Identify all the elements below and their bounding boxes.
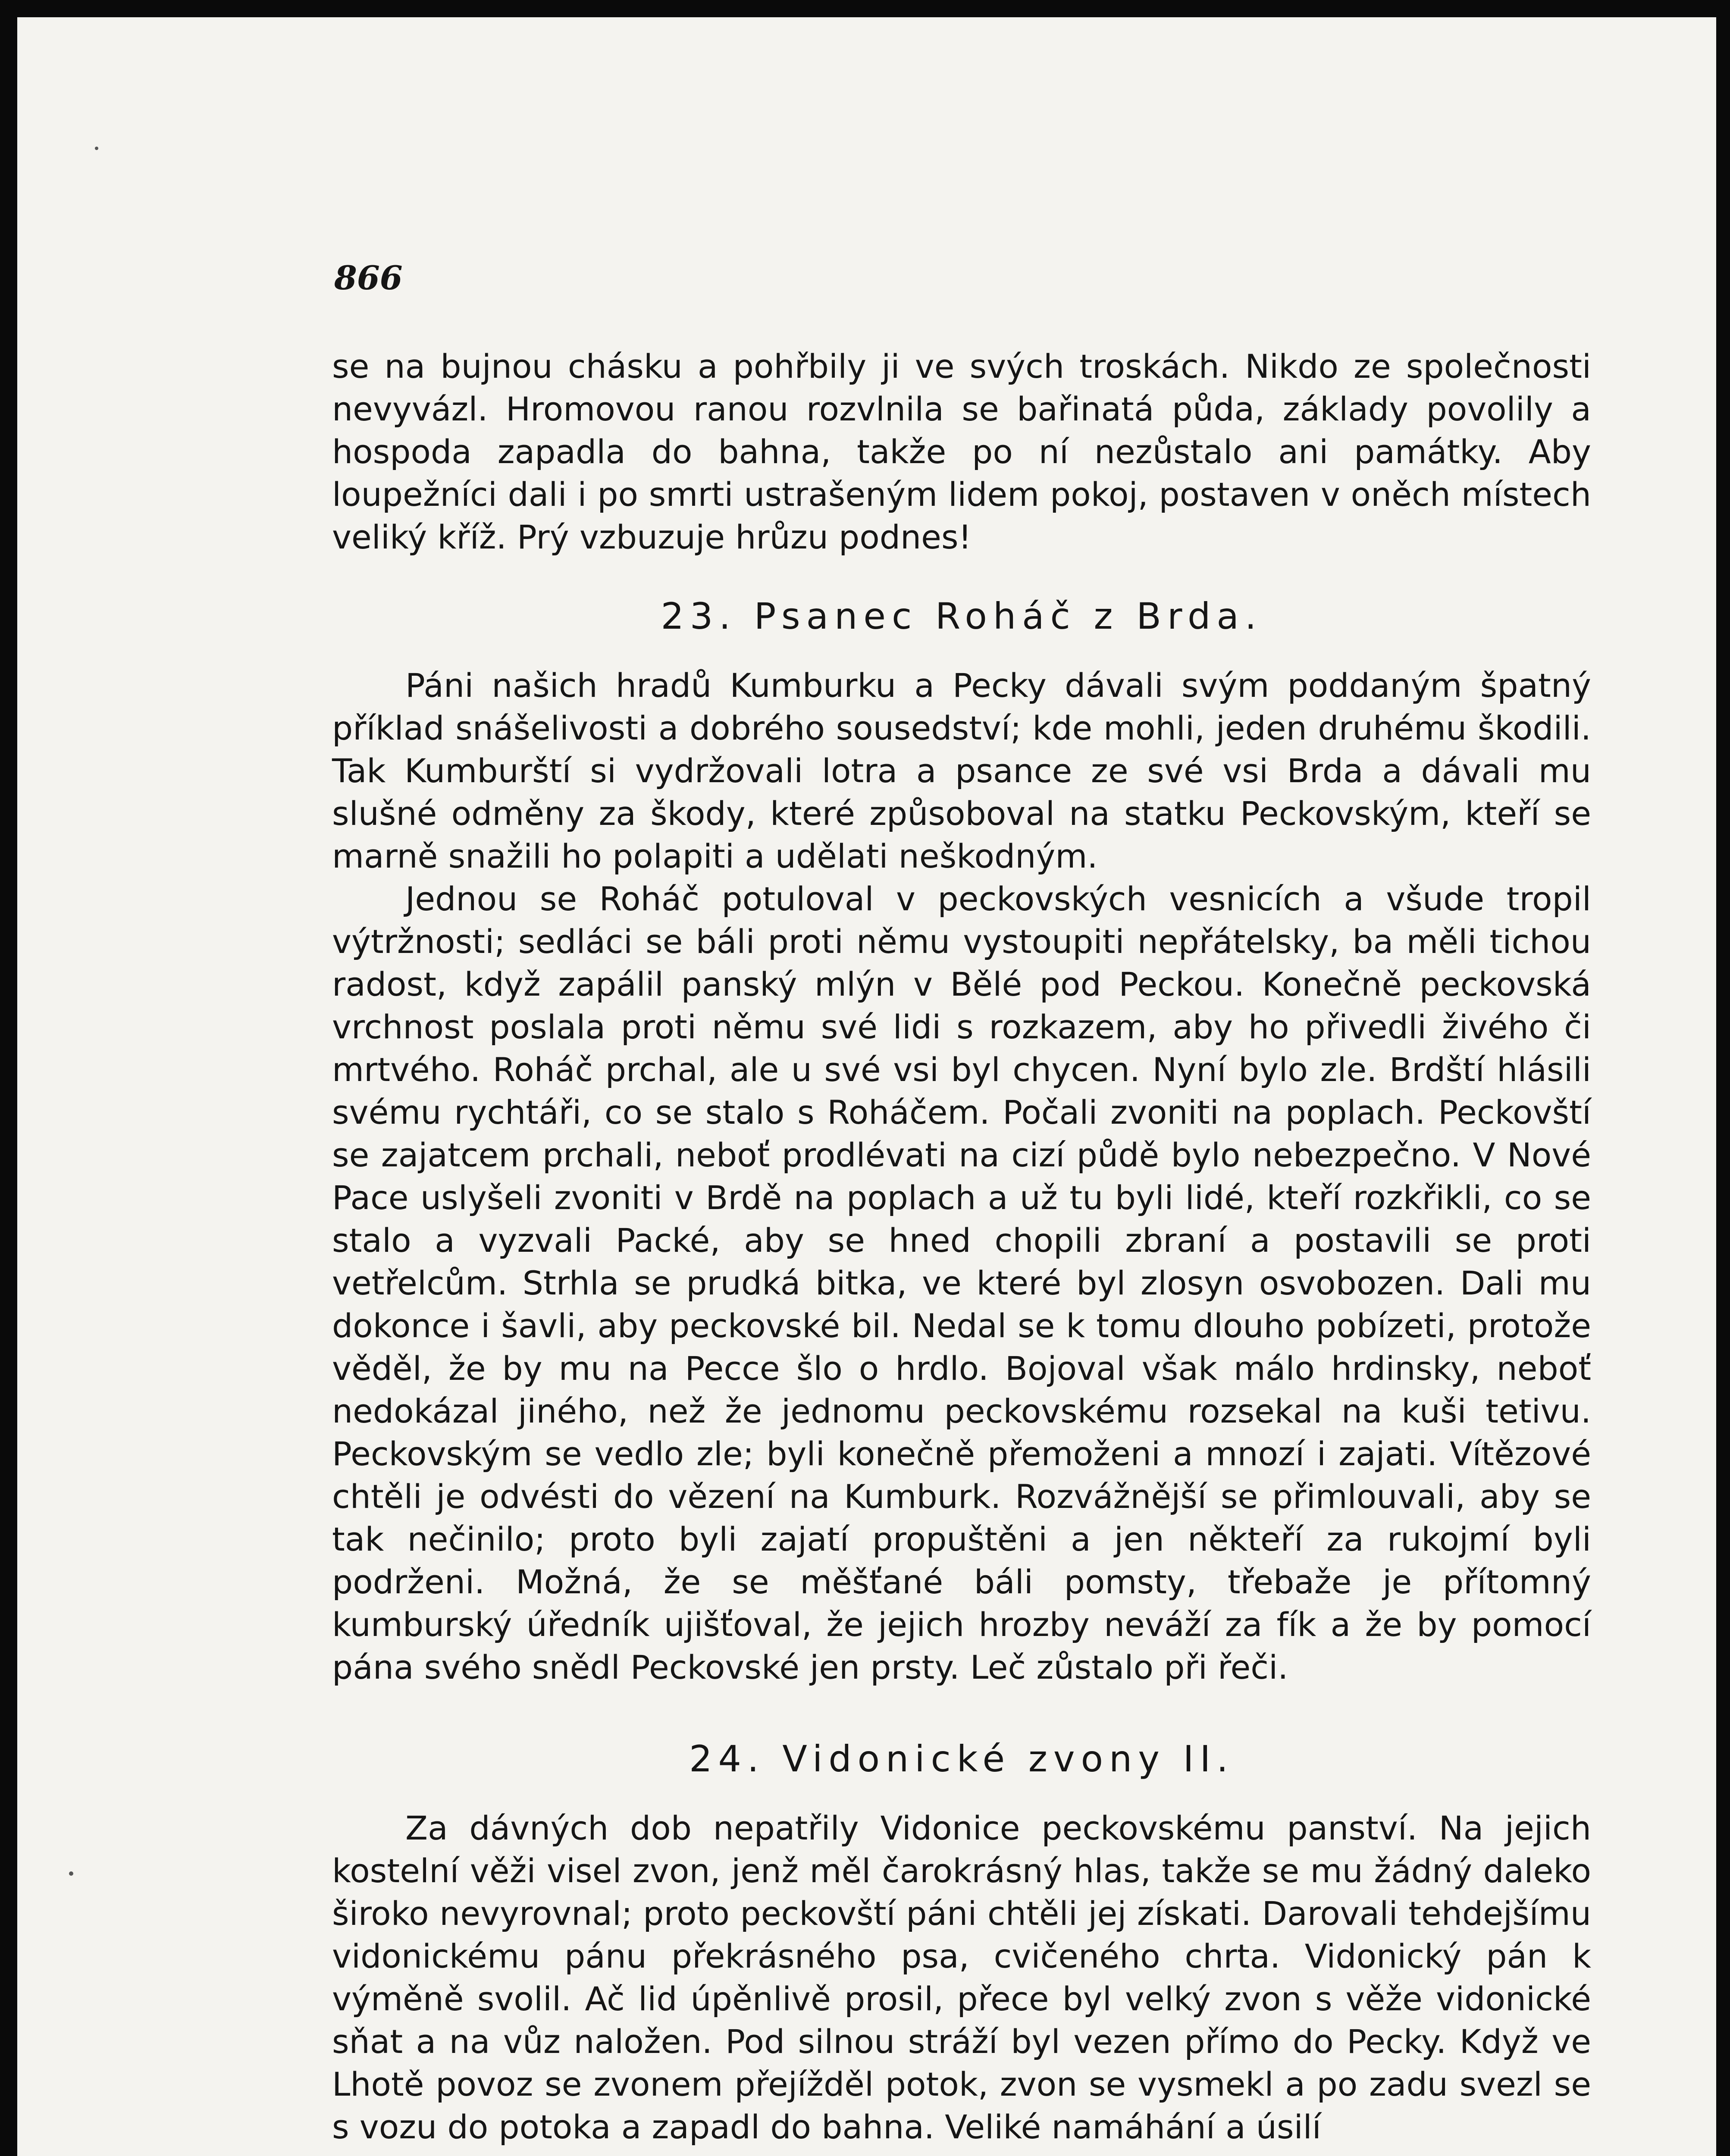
page-number: 866 [334,259,403,297]
paragraph: Jednou se Roháč potuloval v peckovských vesnicích a všude tropil výtržnosti; sedláci se báli proti němu vystoupiti nepřátelsky, ba měli tichou radost, když zapálil panský mlýn v Bělé pod Peckou. Konečně peckovská vrchnost poslala proti němu své lidi s rozkazem, aby ho přivedli živého či mrtvého. Roháč prchal, ale u své vsi byl chycen. Nyní bylo zle. Brdští hlásili svému rychtáři, co se stalo s Roháčem. Počali zvoniti na poplach. Peckovští se zajatcem prchali, neboť prodlévati na cizí půdě bylo nebezpečno. V Nové Pace uslyšeli zvoniti v Brdě na poplach a už tu byli lidé, kteří rozkřikli, co se stalo a vyzvali Packé, aby se hned chopili zbraní a postavili se proti vetřelcům. Strhla se prudká bitka, ve které byl zlosyn osvobozen. Dali mu dokonce i šavli, aby peckovské bil. Nedal se k tomu dlouho pobízeti, protože věděl, že by mu na Pecce šlo o hrdlo. Bojoval však málo hrdinsky, neboť nedokázal jiného, než že jednomu peckovskému rozsekal na kuši tetivu. Peckovským se vedlo zle; byli konečně přemoženi a mnozí i zajati. Vítězové chtěli je odvésti do vězení na Kumburk. Rozvážnější se přimlouvali, aby se tak nečinilo; proto byli zajatí propuštěni a jen někteří za rukojmí byli podrženi. Možná, že se měšťané báli pomsty, třebaže je přítomný kumburský úředník ujišťoval, že jejich hrozby neváží za fík a že by pomocí pána svého snědl Peckovské jen prsty. Leč zůstalo při řeči. [332,880,1591,1686]
paragraph: Za dávných dob nepatřily Vidonice peckovskému panství. Na jejich kostelní věži visel zvon, jenž měl čarokrásný hlas, takže se mu žádný daleko široko nevyrovnal; proto peckovští páni chtěli jej získati. Darovali tehdejšímu vidonickému pánu překrásného psa, cvičeného chrta. Vidonický pán k výměně svolil. Ač lid úpěnlivě prosil, přece byl velký zvon s věže vidonické sňat a na vůz naložen. Pod silnou stráží byl vezen přímo do Pecky. Když ve Lhotě povoz se zvonem přejížděl potok, zvon se vysmekl a po zadu svezl se s vozu do potoka a zapadl do bahna. Veliké namáhání a úsilí [332,1809,1591,2146]
paragraph: Páni našich hradů Kumburku a Pecky dávali svým poddaným špatný příklad snášelivosti a dobrého sousedství; kde mohli, jeden druhému škodili. Tak Kumburští si vydržovali lotra a psance ze své vsi Brda a dávali mu slušné odměny za škody, které způsoboval na statku Peckovským, kteří se marně snažili ho polapiti a udělati neškodným. [332,666,1591,875]
intro-paragraph: se na bujnou chásku a pohřbily ji ve svých troskách. Nikdo ze společnosti nevyvázl. Hromovou ranou rozvlnila se bařinatá půda, základy povolily a hospoda zapadla do bahna, takže po ní nezůstalo ani památky. Aby loupežníci dali i po smrti ustrašeným lidem pokoj, postaven v oněch místech veliký kříž. Prý vzbuzuje hrůzu podnes! [332,347,1591,556]
section-24-body [332,1807,1591,2148]
intro-text [332,345,1591,558]
paper-speck [69,1871,73,1876]
paper-speck [95,147,98,150]
section-23-title: 23. Psanec Roháč z Brda. [661,595,1263,637]
section-24-title: 24. Vidonické zvony II. [689,1738,1234,1780]
book-page [17,17,1716,2156]
section-23-body [332,664,1591,1689]
